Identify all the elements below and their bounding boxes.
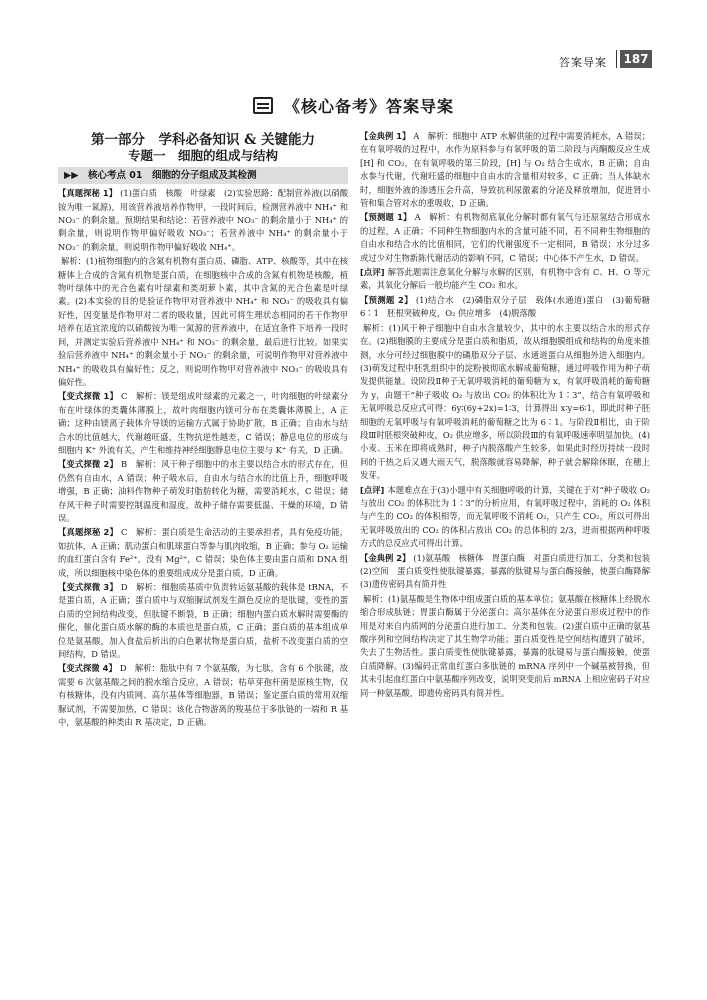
header-label: 答案导案 <box>559 56 607 69</box>
answer-paragraph <box>58 458 348 525</box>
paragraph-tag: 【金典例 1】 <box>360 131 411 141</box>
paragraph-tag: [点评] <box>360 484 385 495</box>
answer-paragraph <box>360 266 650 293</box>
page-title-block <box>0 94 707 117</box>
double-arrow-icon: ▶▶ <box>64 169 79 181</box>
paragraph-text: D 解析：细胞质基质中负责转运氨基酸的载体是 tRNA，不是蛋白质，A 正确；蛋白质中与双缩脲试剂发生颜色反应的是肽键，变性的蛋白质的空间结构改变，但肽键不断裂，B 正确；细胞内蛋白质水解时需要酶的催化，催化蛋白质水解的酶的本质也是蛋白质，C 正确；蛋白质的基本组成单位是氨基酸，加入食盐后析出的白色絮状物是蛋白质，盐析不改变蛋白质的空间结构，D 错误。 <box>58 582 349 660</box>
right-paragraphs <box>360 130 659 700</box>
paragraph-text: (1)蛋白质 核酸 叶绿素 (2)实验思路：配制营养液(以硝酸铵为唯一氮源)，用该营养液培养作物甲，一段时间后，检测营养液中 NH₄⁺ 和 NO₃⁻ 的剩余量。预期结果和结论：若营养液中 NO₃⁻ 的剩余量小于 NH₄⁺ 的剩余量，则说明作物甲偏好吸收 NO₃⁻；若营养液中 NH₄⁺ 的剩余量小于 NO₃⁻ 的剩余量，则说明作物甲偏好吸收 NH₄⁺。 <box>58 188 348 252</box>
paragraph-text: A 解析：有机物彻底氧化分解时都有氧气与还原氢结合形成水的过程，A 正确；不同种生物细胞内水的含量可能不同，若不同种生物细胞的自由水和结合水的比值相同，它们的代谢强度不一定相同，B 错误；水分过多或过少对生物新陈代谢活动的影响不同，C 错误；中心体不产生水，D 错误。 <box>360 212 650 263</box>
paragraph-text: 解答此题需注意氧化分解与水解的区别，有机物中含有 C、H、O 等元素，其氧化分解后一般均能产生 CO₂ 和水。 <box>360 267 650 291</box>
paragraph-text: 解析：(1)风干种子细胞中自由水含量较少，其中的水主要以结合水的形式存在。(2)细胞膜的主要成分是蛋白质和脂质，故从细胞膜组成和结构的角度来推测，水分可经过细胞膜中的磷脂双分子层、水通道蛋白从细胞外进入细胞内。(3)萌发过程中胚乳组织中的淀粉被彻底水解成葡萄糖，通过呼吸作用为种子萌发提供能量。设阶段Ⅱ种子无氧呼吸消耗的葡萄糖为 x，有氧呼吸消耗的葡萄糖为 y，由题干“种子吸收 O₂ 与放出 CO₂ 的体积比为 1∶3”，结合有氧呼吸和无氧呼吸总反应式可得：6y∶(6y+2x)=1∶3，计算得出 x∶y=6∶1，即此时种子胚细胞的无氧呼吸与有氧呼吸消耗的葡萄糖之比为 6∶1。与阶段Ⅱ相比，由于阶段Ⅲ时胚根突破种皮，O₂ 供应增多，所以阶段Ⅲ的有氧呼吸速率明显加快。(4)小麦、玉米在即将成熟时，种子内脱落酸产生较多，如果此时经历持续一段时间的干热之后又遇大雨天气，脱落酸就容易降解，种子就会解除休眠，在穗上发芽。 <box>360 322 650 481</box>
paragraph-tag: 【金典例 2】 <box>360 552 411 563</box>
topic-title: 专题一 细胞的组成与结构 <box>127 148 278 164</box>
paragraph-text: C 解析：镁是组成叶绿素的元素之一，叶肉细胞的叶绿素分布在叶绿体的类囊体薄膜上，故叶肉细胞内镁可分布在类囊体薄膜上，A 正确；这种由镁离子载体介导镁的运输方式属于协助扩散，B 正确；自由水与结合水的比值越大，代谢越旺盛，生物抗逆性越差，C 错误；静息电位的形成与细胞内 K⁺ 外流有关，产生和维持神经细胞静息电位主要与 K⁺ 有关，D 正确。 <box>58 391 348 455</box>
paragraph-tag: 【预测题 2】 <box>360 294 413 305</box>
paragraph-text: C 解析：蛋白质是生命活动的主要承担者，具有免疫功能，如抗体，A 正确；肌动蛋白和肌球蛋白等参与肌肉收缩，B 正确；参与 O₂ 运输的血红蛋白含有 Fe²⁺，没有 Mg²⁺，C 错误；染色体主要由蛋白质和 DNA 组成，所以细胞核中染色体的重要组成成分是蛋白质，D 正确。 <box>58 527 348 578</box>
right-column <box>360 130 659 701</box>
paragraph-tag: 【预测题 1】 <box>360 212 412 223</box>
answer-paragraph <box>58 390 348 457</box>
paragraph-text: B 解析：风干种子细胞中的水主要以结合水的形式存在，但仍然有自由水，A 错误；种子吸水后，自由水与结合水的比值上升，细胞呼吸增强，B 正确；油料作物种子萌发时脂肪转化为糖，需要消耗水，C 错误；储存风干种子时需要控制温度和湿度，故种子储存需要低温、干燥的环境，D 错误。 <box>58 459 348 523</box>
answer-paragraph <box>58 581 348 661</box>
left-column <box>58 130 348 730</box>
book-icon <box>253 97 273 114</box>
answer-paragraph <box>58 255 348 389</box>
paragraph-text: D 解析：脂肽中有 7 个氨基酸，为七肽，含有 6 个肽键，故需要 6 次氨基酸之间的脱水缩合反应，A 错误；枯草芽孢杆菌是原核生物，仅有核糖体，没有内质网、高尔基体等细胞器，B 错误；鉴定蛋白质的常用双缩脲试剂，不需要加热，C 错误；该化合物游离的羧基位于多肽链的一端和 R 基中，氨基酸的种类由 R 基决定，D 正确。 <box>58 663 348 728</box>
paragraph-text: A 解析：细胞中 ATP 水解供能的过程中需要消耗水，A 错误；在有氧呼吸的过程中，水作为原料参与有氧呼吸的第二阶段与丙酮酸反应生成 [H] 和 CO₂，在有氧呼吸的第三阶段，[H] 与 O₂ 结合生成水，B 正确；自由水参与代谢，代谢旺盛的细胞中自由水的含量相对较多，C 正确；当人体缺水时，细胞外液的渗透压会升高，导致抗利尿激素的分泌及释放增加，促进肾小管和集合管对水的重吸收，D 正确。 <box>360 131 650 209</box>
answer-paragraph <box>360 484 650 551</box>
header-divider <box>616 50 617 68</box>
answer-paragraph <box>58 526 348 580</box>
answer-paragraph <box>360 294 659 321</box>
section-heading-text: 核心考点 01 细胞的分子组成及其检测 <box>87 169 257 181</box>
paragraph-tag: 【变式探微 3】 <box>58 582 118 592</box>
paragraph-text: (1)结合水 (2)磷脂双分子层 载体(水通道)蛋白 (3)葡萄糖 6∶1 胚根突破种皮，O₂ 供应增多 (4)脱落酸 <box>360 294 659 319</box>
section-heading <box>58 167 348 184</box>
answer-paragraph <box>360 130 650 210</box>
paragraph-tag: 【变式探微 2】 <box>58 459 119 470</box>
left-paragraphs <box>58 187 348 729</box>
answer-paragraph <box>360 211 650 265</box>
answer-paragraph <box>360 593 650 700</box>
part-title: 第一部分 学科必备知识 & 关键能力 <box>90 132 316 148</box>
page-title: 《核心备考》答案导案 <box>284 97 455 116</box>
paragraph-text: 解析：(1)氨基酸是生物体中组成蛋白质的基本单位；氨基酸在核糖体上经脱水缩合形成肽链；胃蛋白酶属于分泌蛋白；高尔基体在分泌蛋白形成过程中的作用是对来自内质网的分泌蛋白进行加工、分类和包装。(2)蛋白质中正确的氨基酸序列和空间结构决定了其生物学功能；蛋白质变性是空间结构遭到了破坏，失去了生物活性。蛋白质变性使肽键暴露，暴露的肽键易与蛋白酶接触，使蛋白质降解。(3)编码正常血红蛋白多肽链的 mRNA 序列中一个碱基被替换，但其未引起血红蛋白中氨基酸序列改变，说明突变前后 mRNA 上相应密码子对应同一种氨基酸，即遗传密码具有简并性。 <box>360 593 650 698</box>
paragraph-text: 本题难点在于(3)小题中有关细胞呼吸的计算，关键在于对“种子吸收 O₂ 与放出 CO₂ 的体积比为 1∶3”的分析应用，有氧呼吸过程中，消耗的 O₂ 体积与产生的 CO₂ 的体积相等，而无氧呼吸不消耗 O₂，只产生 CO₂，所以可得出无氧呼吸放出的 CO₂ 的体积占放出 CO₂ 的总体积的 2/3，进而根据两种呼吸方式的总反应式可得出计算。 <box>360 484 650 549</box>
paragraph-tag: 【真题探秘 1】 <box>58 188 118 199</box>
paragraph-tag: 【变式探微 4】 <box>58 663 117 674</box>
paragraph-tag: 【真题探秘 2】 <box>58 527 118 538</box>
page-number: 187 <box>620 50 652 68</box>
paragraph-text: 解析：(1)植物细胞内的含氮有机物有蛋白质、磷脂、ATP、核酸等，其中在核糖体上合成的含氮有机物是蛋白质，在细胞核中合成的含氮有机物是核酸，植物叶绿体中的光合色素有叶绿素和类胡萝卜素，其中含氮的光合色素是叶绿素。(2)本实验的目的是验证作物甲对营养液中 NH₄⁺ 和 NO₃⁻ 的吸收具有偏好性，因变量是作物甲对二者的吸收量，因此可将生理状态相同的若干作物甲培养在适宜浓度的以硝酸铵为唯一氮源的营养液中，在适宜条件下培养一段时间，并测定实验后营养液中 NH₄⁺ 和 NO₃⁻ 的剩余量，最后进行比较。如果实验后营养液中 NH₄⁺ 的剩余量小于 NO₃⁻ 的剩余量，可说明作物甲对营养液中 NH₄⁺ 的吸收具有偏好性；反之，则说明作物甲对营养液中 NO₃⁻ 的吸收具有偏好性。 <box>58 256 348 387</box>
paragraph-text: (1)氨基酸 核糖体 胃蛋白酶 对蛋白质进行加工、分类和包装 (2)空间 蛋白质变性使肽键暴露，暴露的肽键易与蛋白酶接触，使蛋白酶降解 (3)遗传密码具有简并性 <box>360 552 659 590</box>
paragraph-tag: [点评] <box>360 267 385 278</box>
answer-paragraph <box>360 552 659 592</box>
answer-paragraph <box>360 322 650 483</box>
answer-paragraph <box>58 187 348 254</box>
paragraph-tag: 【变式探微 1】 <box>58 391 118 402</box>
answer-paragraph <box>58 662 348 729</box>
